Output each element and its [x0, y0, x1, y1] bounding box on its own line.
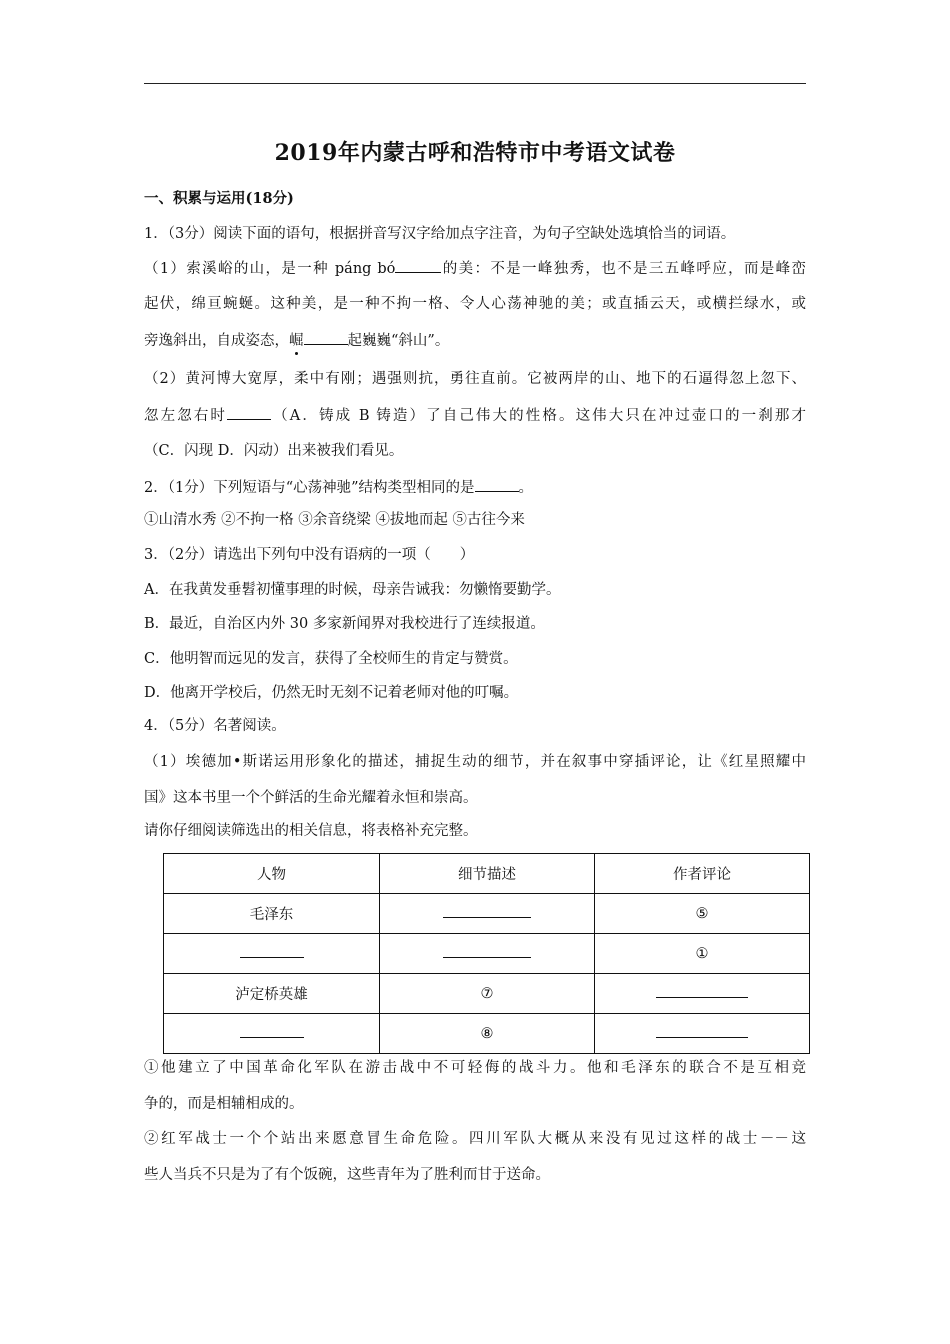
q3-option-c[interactable]: C．他明智而远见的发言，获得了全校师生的肯定与赞赏。: [144, 651, 518, 667]
q2-options: ①山清水秀 ②不拘一格 ③余音绕梁 ④拔地而起 ⑤古往今来: [144, 512, 525, 528]
q4-note1-line2: 争的，而是相辅相成的。: [144, 1096, 304, 1112]
header-comment: 作者评论: [595, 854, 810, 894]
q3-option-d[interactable]: D．他离开学校后，仍然无时无刻不记着老师对他的叮嘱。: [144, 685, 519, 701]
header-rule: [144, 83, 806, 84]
cell-detail: ⑧: [380, 1014, 595, 1054]
cell-comment: ⑤: [595, 894, 810, 934]
table-header-row: [164, 854, 810, 894]
q1-part2-line2: 忽左忽右时 （A．铸成 B 铸造）了自己伟大的性格。这伟大只在冲过壶口的一刹那才: [144, 405, 806, 426]
cell-blank[interactable]: [164, 1014, 380, 1054]
cell-blank[interactable]: [380, 894, 595, 934]
table-row: [164, 1014, 810, 1054]
q1-stem: 1．（3分）阅读下面的语句，根据拼音写汉字给加点字注音，为句子空缺处选填恰当的词语。: [144, 226, 736, 242]
q1-part1-line3: 旁逸斜出，自成姿态，崛 起巍巍“斜山”。: [144, 330, 449, 351]
header-detail: 细节描述: [380, 854, 595, 894]
cell-detail: ⑦: [380, 974, 595, 1014]
answer-blank[interactable]: [395, 258, 441, 273]
q4-intro-line2: 国》这本书里一个个鲜活的生命光耀着永恒和崇高。: [144, 790, 478, 806]
dotted-char: 崛: [289, 333, 304, 349]
q4-note1-line1: ①他建立了中国革命化军队在游击战中不可轻侮的战斗力。他和毛泽东的联合不是互相竞: [144, 1060, 806, 1076]
q1-part2-line1: （2）黄河博大宽厚，柔中有刚；遇强则抗，勇往直前。它被两岸的山、地下的石逼得忽上忽下、: [144, 371, 806, 387]
q4-note2-line2: 些人当兵不只是为了有个饭碗，这些青年为了胜利而甘于送命。: [144, 1167, 550, 1183]
cell-person: 泸定桥英雄: [164, 974, 380, 1014]
section-heading: 一、积累与运用(18分): [144, 190, 294, 207]
q4-note2-line1: ②红军战士一个个站出来愿意冒生命危险。四川军队大概从来没有见过这样的战士－－这: [144, 1131, 806, 1147]
q3-option-b[interactable]: B．最近，自治区内外 30 多家新闻界对我校进行了连续报道。: [144, 616, 545, 632]
q3-stem: 3．（2分）请选出下列句中没有语病的一项（ ）: [144, 547, 475, 563]
q4-intro-line1: （1）埃德加•斯诺运用形象化的描述，捕捉生动的细节，并在叙事中穿插评论，让《红星照耀中: [144, 754, 806, 770]
answer-blank[interactable]: [227, 405, 271, 420]
answer-blank[interactable]: [475, 477, 519, 492]
q4-stem: 4．（5分）名著阅读。: [144, 718, 286, 734]
header-person: 人物: [164, 854, 380, 894]
q2-stem: 2．（1分）下列短语与“心荡神驰”结构类型相同的是 。: [144, 477, 533, 498]
q3-option-a[interactable]: A．在我黄发垂髫初懂事理的时候，母亲告诫我：勿懒惰要勤学。: [144, 582, 561, 598]
fill-in-table: [163, 853, 810, 1054]
q1-part2-line3: （C．闪现 D．闪动）出来被我们看见。: [144, 443, 404, 459]
table-row: [164, 894, 810, 934]
q1-part1-line1: （1）索溪峪的山，是一种 páng bó 的美：不是一峰独秀，也不是三五峰呼应，而是峰峦: [144, 258, 806, 279]
cell-blank[interactable]: [595, 974, 810, 1014]
cell-person: 毛泽东: [164, 894, 380, 934]
page-title: 2019年内蒙古呼和浩特市中考语文试卷: [274, 140, 676, 166]
q4-instruction: 请你仔细阅读筛选出的相关信息，将表格补充完整。: [144, 823, 478, 839]
cell-blank[interactable]: [595, 1014, 810, 1054]
cell-blank[interactable]: [164, 934, 380, 974]
cell-comment: ①: [595, 934, 810, 974]
cell-blank[interactable]: [380, 934, 595, 974]
answer-blank[interactable]: [304, 330, 348, 345]
table-row: [164, 974, 810, 1014]
q1-part1-line2: 起伏，绵亘蜿蜒。这种美，是一种不拘一格、令人心荡神驰的美；或直插云天，或横拦绿水，或: [144, 296, 806, 312]
table-row: [164, 934, 810, 974]
